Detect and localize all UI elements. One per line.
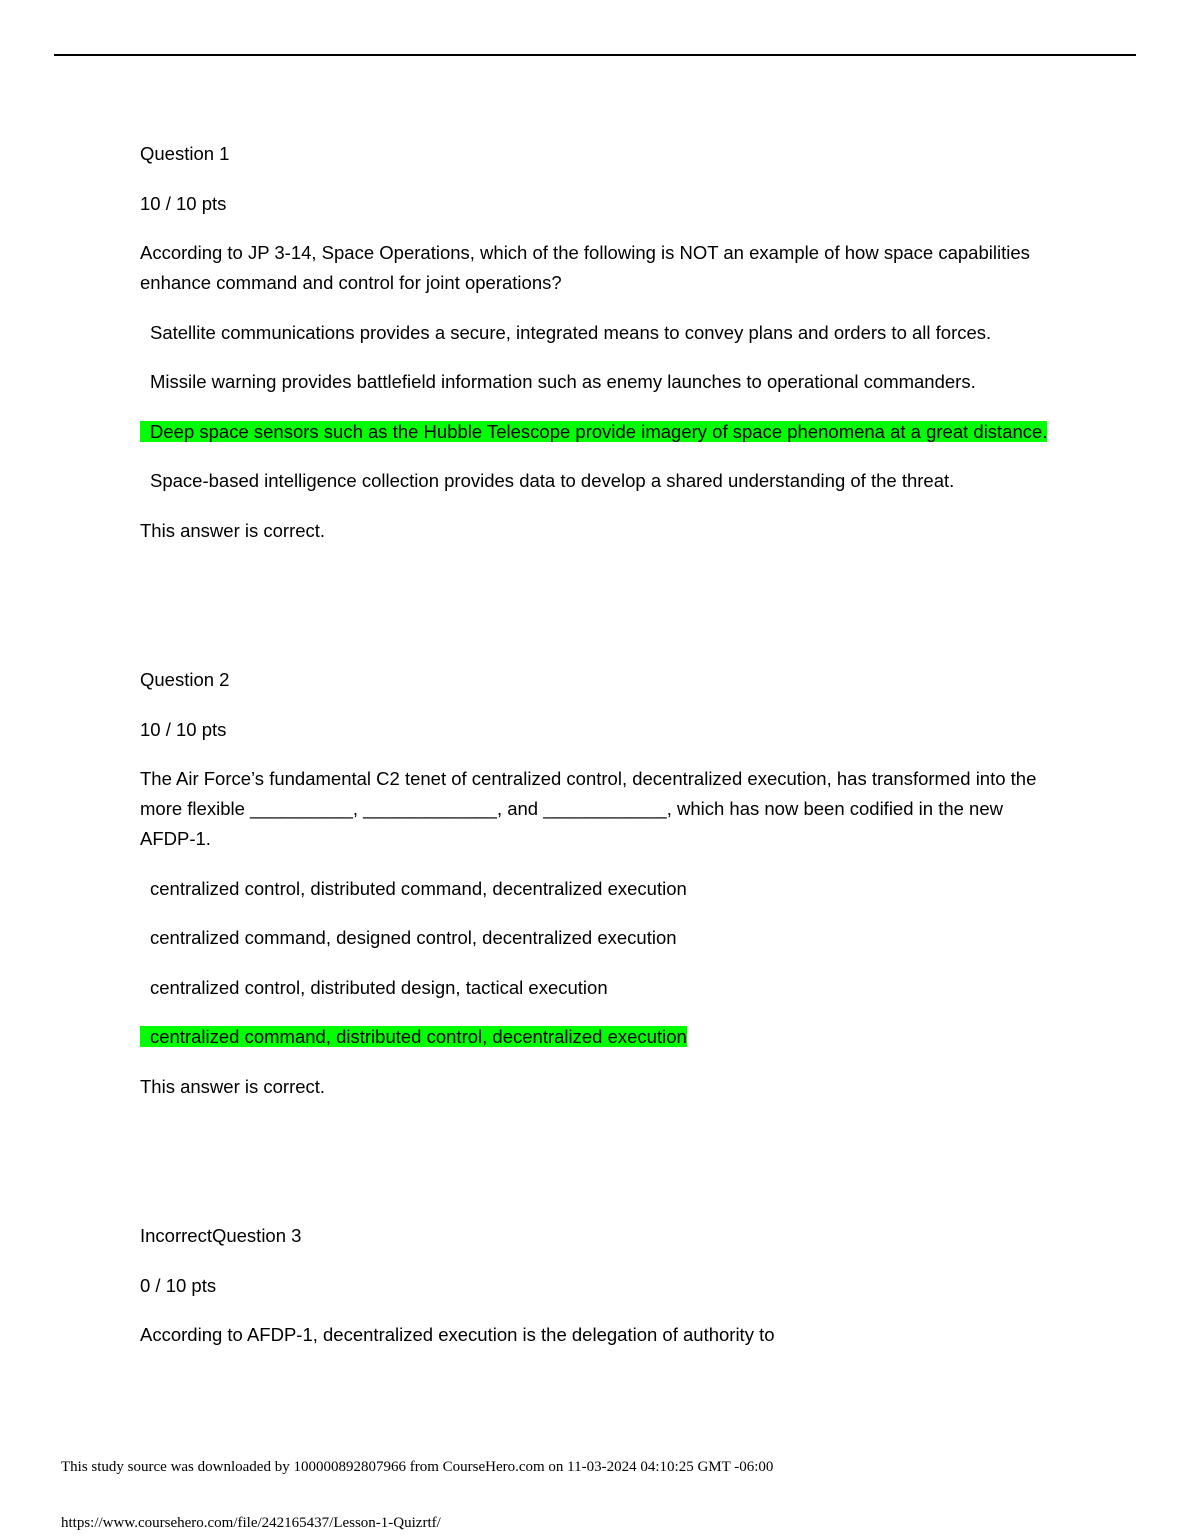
spacer	[140, 565, 1050, 665]
answer-option-selected[interactable]	[140, 1022, 1050, 1052]
source-url[interactable]: https://www.coursehero.com/file/242165437/Lesson-1-Quizrtf/	[61, 1515, 441, 1531]
question-block-3	[140, 1221, 1050, 1350]
selected-answer-highlight: Deep space sensors such as the Hubble Telescope provide imagery of space phenomena at a great distance.	[140, 421, 1047, 442]
answer-option[interactable]: centralized command, designed control, decentralized execution	[150, 927, 677, 948]
answer-option[interactable]: Missile warning provides battlefield information such as enemy launches to operational commanders.	[150, 371, 976, 392]
answer-feedback: This answer is correct.	[140, 519, 326, 541]
answer-option-selected[interactable]	[140, 417, 1050, 447]
spacer	[140, 1121, 1050, 1221]
question-prompt: According to JP 3-14, Space Operations, which of the following is NOT an example of how space capabilities enhance command and control for joint operations?	[140, 242, 1030, 293]
answer-option[interactable]: Satellite communications provides a secure, integrated means to convey plans and orders to all forces.	[150, 321, 992, 343]
answer-option[interactable]: Space-based intelligence collection provides data to develop a shared understanding of the threat.	[150, 470, 955, 491]
question-block-2	[140, 665, 1050, 1102]
question-title: IncorrectQuestion 3	[140, 1225, 302, 1246]
answer-option[interactable]: centralized control, distributed design, tactical execution	[150, 976, 608, 998]
question-points: 0 / 10 pts	[140, 1274, 217, 1296]
download-source-note: This study source was downloaded by 100000892807966 from CourseHero.com on 11-03-2024 04:10:25 GMT -06:00	[61, 1459, 774, 1475]
question-points: 10 / 10 pts	[140, 192, 227, 214]
selected-answer-highlight: centralized command, distributed control, decentralized execution	[140, 1026, 687, 1047]
answer-feedback: This answer is correct.	[140, 1075, 326, 1097]
quiz-content	[140, 139, 1050, 1370]
answer-option[interactable]: centralized control, distributed command, decentralized execution	[150, 877, 687, 899]
question-prompt: According to AFDP-1, decentralized execution is the delegation of authority to	[140, 1324, 775, 1345]
top-rule	[54, 54, 1136, 56]
question-points: 10 / 10 pts	[140, 718, 227, 740]
question-block-1	[140, 139, 1050, 546]
question-title: Question 2	[140, 669, 230, 690]
question-title: Question 1	[140, 143, 230, 164]
question-prompt: The Air Force’s fundamental C2 tenet of centralized control, decentralized execution, has transformed into the more flexible __________, _____________, and ____________, which has now been codified in the new AFDP-1.	[140, 768, 1037, 849]
